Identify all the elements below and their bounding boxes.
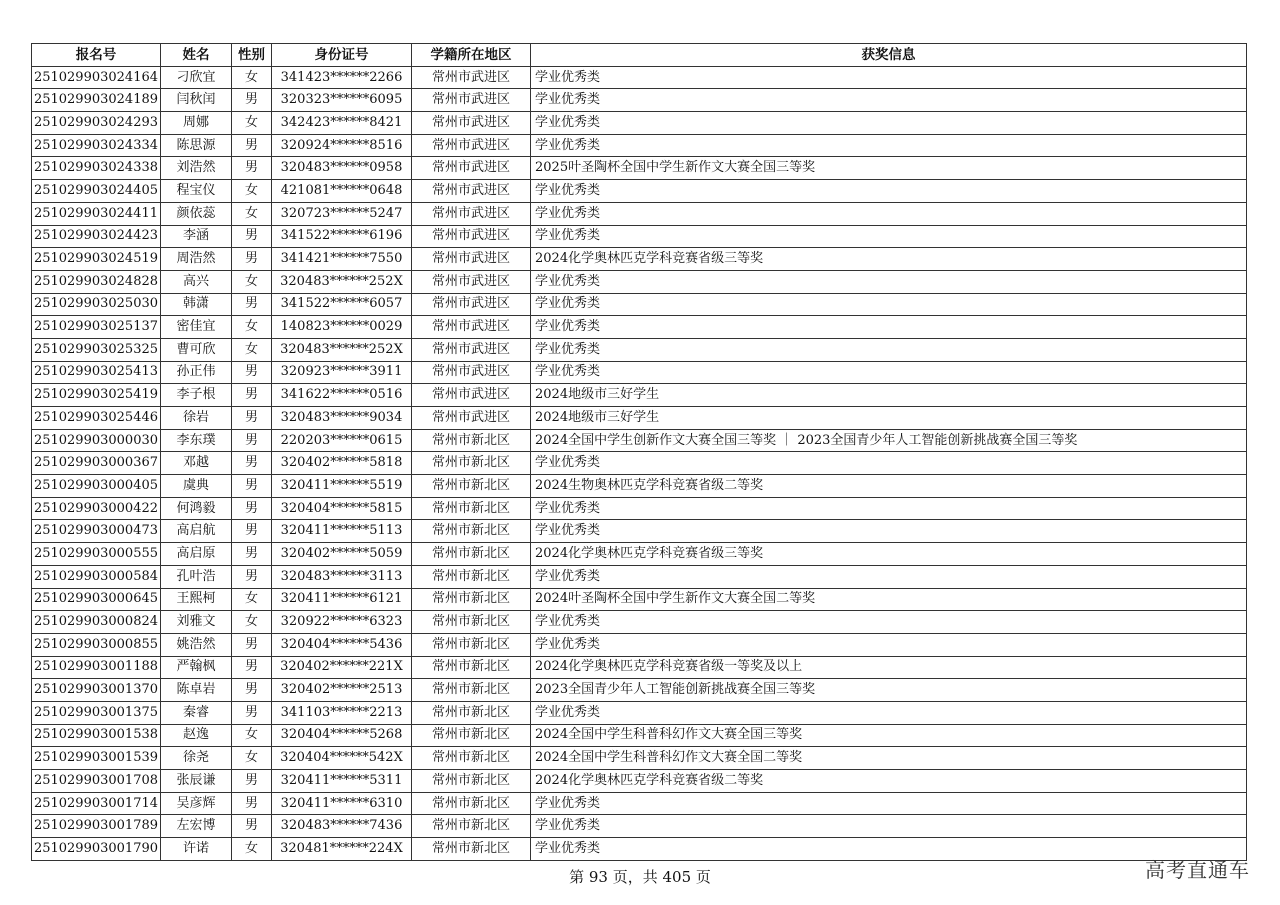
id-number-cell: 320404******5268 xyxy=(272,724,412,747)
award-cell: 学业优秀类 xyxy=(531,452,1247,475)
registration-no-cell: 251029903025030 xyxy=(32,293,161,316)
award-cell: 学业优秀类 xyxy=(531,316,1247,339)
registration-no-cell: 251029903001714 xyxy=(32,792,161,815)
table-row xyxy=(32,792,1247,815)
id-number-cell: 320924******8516 xyxy=(272,134,412,157)
gender-cell: 女 xyxy=(232,724,272,747)
award-cell: 2024全国中学生科普科幻作文大赛全国二等奖 xyxy=(531,747,1247,770)
gender-cell: 女 xyxy=(232,338,272,361)
registration-no-cell: 251029903024189 xyxy=(32,89,161,112)
gender-cell: 女 xyxy=(232,66,272,89)
region-cell: 常州市新北区 xyxy=(412,656,531,679)
registration-no-cell: 251029903001370 xyxy=(32,679,161,702)
registration-no-cell: 251029903000555 xyxy=(32,543,161,566)
id-number-cell: 341522******6196 xyxy=(272,225,412,248)
region-cell: 常州市武进区 xyxy=(412,89,531,112)
name-cell: 秦睿 xyxy=(161,701,232,724)
id-number-cell: 320411******6310 xyxy=(272,792,412,815)
gender-cell: 女 xyxy=(232,316,272,339)
id-number-cell: 320411******6121 xyxy=(272,588,412,611)
table-row xyxy=(32,134,1247,157)
registration-no-cell: 251029903001789 xyxy=(32,815,161,838)
registration-no-cell: 251029903025325 xyxy=(32,338,161,361)
award-cell: 学业优秀类 xyxy=(531,633,1247,656)
award-cell: 学业优秀类 xyxy=(531,225,1247,248)
table-row xyxy=(32,112,1247,135)
region-cell: 常州市新北区 xyxy=(412,452,531,475)
region-cell: 常州市武进区 xyxy=(412,248,531,271)
gender-cell: 女 xyxy=(232,747,272,770)
page-footer: 第 93 页，共 405 页 xyxy=(569,868,711,886)
name-cell: 高启原 xyxy=(161,543,232,566)
id-number-cell: 320411******5311 xyxy=(272,770,412,793)
id-number-cell: 341622******0516 xyxy=(272,384,412,407)
region-cell: 常州市武进区 xyxy=(412,293,531,316)
registration-no-cell: 251029903000405 xyxy=(32,475,161,498)
header-gender: 性别 xyxy=(232,44,272,67)
gender-cell: 男 xyxy=(232,792,272,815)
region-cell: 常州市新北区 xyxy=(412,724,531,747)
table-row xyxy=(32,270,1247,293)
registration-no-cell: 251029903024828 xyxy=(32,270,161,293)
name-cell: 吴彦辉 xyxy=(161,792,232,815)
table-row xyxy=(32,770,1247,793)
registration-no-cell: 251029903001539 xyxy=(32,747,161,770)
registration-no-cell: 251029903001188 xyxy=(32,656,161,679)
region-cell: 常州市新北区 xyxy=(412,747,531,770)
registration-no-cell: 251029903024423 xyxy=(32,225,161,248)
award-cell: 学业优秀类 xyxy=(531,293,1247,316)
region-cell: 常州市新北区 xyxy=(412,633,531,656)
award-cell: 学业优秀类 xyxy=(531,792,1247,815)
gender-cell: 男 xyxy=(232,157,272,180)
id-number-cell: 220203******0615 xyxy=(272,429,412,452)
registration-no-cell: 251029903024338 xyxy=(32,157,161,180)
award-cell: 学业优秀类 xyxy=(531,134,1247,157)
table-row xyxy=(32,157,1247,180)
id-number-cell: 341103******2213 xyxy=(272,701,412,724)
registration-no-cell: 251029903024405 xyxy=(32,180,161,203)
watermark: 高考直通车 xyxy=(1145,858,1250,882)
name-cell: 李子根 xyxy=(161,384,232,407)
table-row xyxy=(32,293,1247,316)
id-number-cell: 320483******0958 xyxy=(272,157,412,180)
region-cell: 常州市武进区 xyxy=(412,134,531,157)
gender-cell: 男 xyxy=(232,679,272,702)
name-cell: 李涵 xyxy=(161,225,232,248)
id-number-cell: 320323******6095 xyxy=(272,89,412,112)
gender-cell: 男 xyxy=(232,497,272,520)
region-cell: 常州市武进区 xyxy=(412,384,531,407)
id-number-cell: 320411******5113 xyxy=(272,520,412,543)
award-cell: 学业优秀类 xyxy=(531,361,1247,384)
gender-cell: 女 xyxy=(232,270,272,293)
registration-no-cell: 251029903024293 xyxy=(32,112,161,135)
table-row xyxy=(32,475,1247,498)
region-cell: 常州市新北区 xyxy=(412,429,531,452)
table-row xyxy=(32,611,1247,634)
awards-table xyxy=(31,43,1247,861)
gender-cell: 女 xyxy=(232,838,272,861)
id-number-cell: 320483******252X xyxy=(272,338,412,361)
registration-no-cell: 251029903000584 xyxy=(32,565,161,588)
award-cell: 学业优秀类 xyxy=(531,180,1247,203)
gender-cell: 男 xyxy=(232,633,272,656)
registration-no-cell: 251029903001375 xyxy=(32,701,161,724)
id-number-cell: 320402******221X xyxy=(272,656,412,679)
id-number-cell: 341421******7550 xyxy=(272,248,412,271)
name-cell: 何鸿毅 xyxy=(161,497,232,520)
id-number-cell: 320483******9034 xyxy=(272,407,412,430)
region-cell: 常州市新北区 xyxy=(412,838,531,861)
registration-no-cell: 251029903000473 xyxy=(32,520,161,543)
gender-cell: 女 xyxy=(232,112,272,135)
registration-no-cell: 251029903000422 xyxy=(32,497,161,520)
region-cell: 常州市武进区 xyxy=(412,157,531,180)
region-cell: 常州市新北区 xyxy=(412,701,531,724)
region-cell: 常州市新北区 xyxy=(412,497,531,520)
award-cell: 学业优秀类 xyxy=(531,89,1247,112)
table-row xyxy=(32,316,1247,339)
name-cell: 刘雅文 xyxy=(161,611,232,634)
registration-no-cell: 251029903025413 xyxy=(32,361,161,384)
region-cell: 常州市武进区 xyxy=(412,407,531,430)
name-cell: 陈思源 xyxy=(161,134,232,157)
award-cell: 2024全国中学生科普科幻作文大赛全国三等奖 xyxy=(531,724,1247,747)
award-cell: 学业优秀类 xyxy=(531,565,1247,588)
award-cell: 2025叶圣陶杯全国中学生新作文大赛全国三等奖 xyxy=(531,157,1247,180)
gender-cell: 男 xyxy=(232,656,272,679)
gender-cell: 女 xyxy=(232,202,272,225)
gender-cell: 男 xyxy=(232,225,272,248)
header-registration-no: 报名号 xyxy=(32,44,161,67)
table-row xyxy=(32,724,1247,747)
name-cell: 徐岩 xyxy=(161,407,232,430)
award-cell: 学业优秀类 xyxy=(531,270,1247,293)
header-award-info: 获奖信息 xyxy=(531,44,1247,67)
id-number-cell: 320483******252X xyxy=(272,270,412,293)
table-row xyxy=(32,202,1247,225)
registration-no-cell: 251029903025419 xyxy=(32,384,161,407)
region-cell: 常州市新北区 xyxy=(412,520,531,543)
name-cell: 王熙柯 xyxy=(161,588,232,611)
registration-no-cell: 251029903025137 xyxy=(32,316,161,339)
id-number-cell: 320404******5436 xyxy=(272,633,412,656)
table-row xyxy=(32,656,1247,679)
name-cell: 孙正伟 xyxy=(161,361,232,384)
name-cell: 孔叶浩 xyxy=(161,565,232,588)
region-cell: 常州市武进区 xyxy=(412,66,531,89)
name-cell: 刁欣宜 xyxy=(161,66,232,89)
id-number-cell: 320402******5059 xyxy=(272,543,412,566)
award-cell: 学业优秀类 xyxy=(531,520,1247,543)
name-cell: 程宝仪 xyxy=(161,180,232,203)
name-cell: 高启航 xyxy=(161,520,232,543)
award-cell: 学业优秀类 xyxy=(531,338,1247,361)
header-id-number: 身份证号 xyxy=(272,44,412,67)
award-cell: 2024全国中学生创新作文大赛全国三等奖 ｜ 2023全国青少年人工智能创新挑战赛全国三等奖 xyxy=(531,429,1247,452)
table-row xyxy=(32,633,1247,656)
gender-cell: 男 xyxy=(232,248,272,271)
id-number-cell: 421081******0648 xyxy=(272,180,412,203)
table-row xyxy=(32,384,1247,407)
region-cell: 常州市武进区 xyxy=(412,316,531,339)
award-cell: 2024地级市三好学生 xyxy=(531,407,1247,430)
gender-cell: 男 xyxy=(232,770,272,793)
region-cell: 常州市新北区 xyxy=(412,770,531,793)
name-cell: 徐尧 xyxy=(161,747,232,770)
registration-no-cell: 251029903001790 xyxy=(32,838,161,861)
registration-no-cell: 251029903024519 xyxy=(32,248,161,271)
name-cell: 陈卓岩 xyxy=(161,679,232,702)
award-cell: 2024化学奥林匹克学科竞赛省级三等奖 xyxy=(531,248,1247,271)
table-row xyxy=(32,588,1247,611)
name-cell: 韩潇 xyxy=(161,293,232,316)
award-cell: 2023全国青少年人工智能创新挑战赛全国三等奖 xyxy=(531,679,1247,702)
region-cell: 常州市新北区 xyxy=(412,815,531,838)
registration-no-cell: 251029903000030 xyxy=(32,429,161,452)
gender-cell: 男 xyxy=(232,701,272,724)
gender-cell: 男 xyxy=(232,565,272,588)
table-row xyxy=(32,225,1247,248)
award-cell: 学业优秀类 xyxy=(531,112,1247,135)
award-cell: 2024叶圣陶杯全国中学生新作文大赛全国二等奖 xyxy=(531,588,1247,611)
id-number-cell: 342423******8421 xyxy=(272,112,412,135)
region-cell: 常州市武进区 xyxy=(412,225,531,248)
table-row xyxy=(32,679,1247,702)
id-number-cell: 320922******6323 xyxy=(272,611,412,634)
gender-cell: 男 xyxy=(232,543,272,566)
table-row xyxy=(32,89,1247,112)
id-number-cell: 320483******7436 xyxy=(272,815,412,838)
region-cell: 常州市武进区 xyxy=(412,270,531,293)
region-cell: 常州市新北区 xyxy=(412,565,531,588)
region-cell: 常州市新北区 xyxy=(412,792,531,815)
registration-no-cell: 251029903001538 xyxy=(32,724,161,747)
gender-cell: 男 xyxy=(232,293,272,316)
name-cell: 颜依蕊 xyxy=(161,202,232,225)
award-cell: 2024生物奥林匹克学科竞赛省级二等奖 xyxy=(531,475,1247,498)
table-row xyxy=(32,520,1247,543)
award-cell: 学业优秀类 xyxy=(531,701,1247,724)
table-row xyxy=(32,180,1247,203)
header-name: 姓名 xyxy=(161,44,232,67)
award-cell: 学业优秀类 xyxy=(531,497,1247,520)
registration-no-cell: 251029903024164 xyxy=(32,66,161,89)
table-row xyxy=(32,838,1247,861)
region-cell: 常州市武进区 xyxy=(412,202,531,225)
name-cell: 赵逸 xyxy=(161,724,232,747)
name-cell: 虞典 xyxy=(161,475,232,498)
gender-cell: 男 xyxy=(232,89,272,112)
region-cell: 常州市武进区 xyxy=(412,361,531,384)
name-cell: 姚浩然 xyxy=(161,633,232,656)
id-number-cell: 341423******2266 xyxy=(272,66,412,89)
name-cell: 周浩然 xyxy=(161,248,232,271)
table-row xyxy=(32,497,1247,520)
registration-no-cell: 251029903025446 xyxy=(32,407,161,430)
registration-no-cell: 251029903024411 xyxy=(32,202,161,225)
registration-no-cell: 251029903024334 xyxy=(32,134,161,157)
region-cell: 常州市新北区 xyxy=(412,543,531,566)
table-row xyxy=(32,66,1247,89)
table-header-row xyxy=(32,44,1247,67)
region-cell: 常州市武进区 xyxy=(412,112,531,135)
table-row xyxy=(32,747,1247,770)
gender-cell: 男 xyxy=(232,407,272,430)
award-cell: 2024化学奥林匹克学科竞赛省级三等奖 xyxy=(531,543,1247,566)
region-cell: 常州市新北区 xyxy=(412,679,531,702)
id-number-cell: 320404******542X xyxy=(272,747,412,770)
region-cell: 常州市新北区 xyxy=(412,611,531,634)
table-row xyxy=(32,338,1247,361)
award-cell: 2024化学奥林匹克学科竞赛省级一等奖及以上 xyxy=(531,656,1247,679)
table-row xyxy=(32,701,1247,724)
name-cell: 密佳宜 xyxy=(161,316,232,339)
gender-cell: 男 xyxy=(232,815,272,838)
award-cell: 学业优秀类 xyxy=(531,611,1247,634)
name-cell: 左宏博 xyxy=(161,815,232,838)
id-number-cell: 320404******5815 xyxy=(272,497,412,520)
gender-cell: 男 xyxy=(232,429,272,452)
registration-no-cell: 251029903000367 xyxy=(32,452,161,475)
table-row xyxy=(32,815,1247,838)
region-cell: 常州市武进区 xyxy=(412,338,531,361)
name-cell: 周娜 xyxy=(161,112,232,135)
region-cell: 常州市新北区 xyxy=(412,588,531,611)
header-region: 学籍所在地区 xyxy=(412,44,531,67)
name-cell: 刘浩然 xyxy=(161,157,232,180)
id-number-cell: 320483******3113 xyxy=(272,565,412,588)
region-cell: 常州市新北区 xyxy=(412,475,531,498)
award-cell: 2024地级市三好学生 xyxy=(531,384,1247,407)
gender-cell: 女 xyxy=(232,588,272,611)
award-cell: 2024化学奥林匹克学科竞赛省级二等奖 xyxy=(531,770,1247,793)
gender-cell: 男 xyxy=(232,452,272,475)
gender-cell: 女 xyxy=(232,611,272,634)
table-row xyxy=(32,248,1247,271)
table-row xyxy=(32,429,1247,452)
table-row xyxy=(32,565,1247,588)
id-number-cell: 341522******6057 xyxy=(272,293,412,316)
id-number-cell: 320481******224X xyxy=(272,838,412,861)
id-number-cell: 320411******5519 xyxy=(272,475,412,498)
award-cell: 学业优秀类 xyxy=(531,202,1247,225)
gender-cell: 男 xyxy=(232,475,272,498)
name-cell: 曹可欣 xyxy=(161,338,232,361)
registration-no-cell: 251029903000824 xyxy=(32,611,161,634)
name-cell: 邓越 xyxy=(161,452,232,475)
registration-no-cell: 251029903000645 xyxy=(32,588,161,611)
gender-cell: 男 xyxy=(232,384,272,407)
award-cell: 学业优秀类 xyxy=(531,838,1247,861)
name-cell: 高兴 xyxy=(161,270,232,293)
region-cell: 常州市武进区 xyxy=(412,180,531,203)
gender-cell: 女 xyxy=(232,180,272,203)
name-cell: 许诺 xyxy=(161,838,232,861)
name-cell: 闫秋闰 xyxy=(161,89,232,112)
award-cell: 学业优秀类 xyxy=(531,815,1247,838)
registration-no-cell: 251029903001708 xyxy=(32,770,161,793)
id-number-cell: 320723******5247 xyxy=(272,202,412,225)
gender-cell: 男 xyxy=(232,134,272,157)
gender-cell: 男 xyxy=(232,361,272,384)
name-cell: 严翰枫 xyxy=(161,656,232,679)
id-number-cell: 140823******0029 xyxy=(272,316,412,339)
id-number-cell: 320402******2513 xyxy=(272,679,412,702)
gender-cell: 男 xyxy=(232,520,272,543)
id-number-cell: 320402******5818 xyxy=(272,452,412,475)
table-row xyxy=(32,361,1247,384)
name-cell: 张辰谦 xyxy=(161,770,232,793)
id-number-cell: 320923******3911 xyxy=(272,361,412,384)
name-cell: 李东璞 xyxy=(161,429,232,452)
registration-no-cell: 251029903000855 xyxy=(32,633,161,656)
table-row xyxy=(32,407,1247,430)
award-cell: 学业优秀类 xyxy=(531,66,1247,89)
table-row xyxy=(32,543,1247,566)
table-row xyxy=(32,452,1247,475)
